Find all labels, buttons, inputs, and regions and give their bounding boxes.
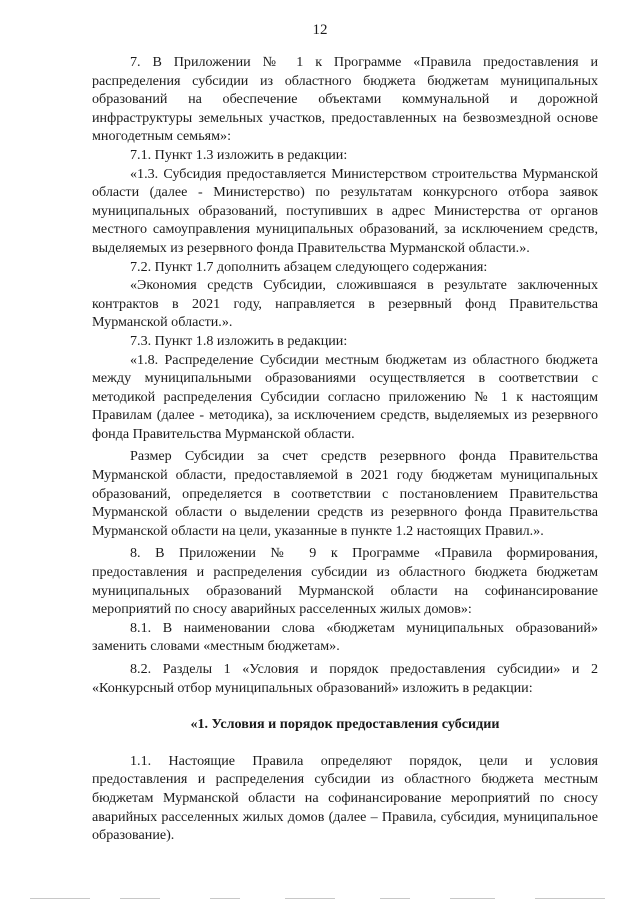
page-number: 12: [312, 22, 328, 38]
paragraph-8-1: 8.1. В наименовании слова «бюджетам муниципальных образований» заменить словами «местным бюджетам».: [92, 619, 598, 655]
paragraph-1-8-quote: «1.8. Распределение Субсидии местным бюджетам из областного бюджета между муниципальными образованиями осуществляется в соответствии с методикой распределения Субсидии согласно приложению № 1 к настоящим Правилам (далее - методика), за исключением средств, выделяемых из резервного фонда Правительства Мурманской области.: [92, 351, 598, 442]
footer-scan-marks: [30, 898, 610, 900]
paragraph-1-1: 1.1. Настоящие Правила определяют порядок, цели и условия предоставления и распределения субсидии из областного бюджета местным бюджетам Мурманской области на софинансирование мероприятий по сносу аварийных расселенных жилых домов (далее – Правила, субсидия, муниципальное образование).: [92, 752, 598, 844]
paragraph-7-1: 7.1. Пункт 1.3 изложить в редакции:: [130, 146, 348, 163]
paragraph-7: 7. В Приложении № 1 к Программе «Правила предоставления и распределения субсидии из областного бюджета бюджетам муниципальных образований на обеспечение объектами коммунальной и дорожной инфраструктуры земельных участков, предоставленных на безвозмездной основе многодетным семьям»:: [92, 54, 598, 145]
paragraph-7-3: 7.3. Пункт 1.8 изложить в редакции:: [130, 332, 348, 349]
paragraph-7-2: 7.2. Пункт 1.7 дополнить абзацем следующего содержания:: [130, 258, 488, 275]
paragraph-8-2: 8.2. Разделы 1 «Условия и порядок предоставления субсидии» и 2 «Конкурсный отбор муниципальных образований» изложить в редакции:: [92, 661, 598, 696]
paragraph-1-3-quote: «1.3. Субсидия предоставляется Министерством строительства Мурманской области (далее - Министерство) по результатам конкурсного отбора заявок муниципальных образований, поступивших в адрес Министерства от органов местного самоуправления муниципальных образований, за исключением средств, выделяемых из резервного фонда Правительства Мурманской области.».: [92, 165, 598, 256]
document-body: [92, 53, 598, 845]
paragraph-economy-quote: «Экономия средств Субсидии, сложившаяся в результате заключенных контрактов в 2021 году, направляется в резервный фонд Правительства Мурманской области.».: [92, 277, 598, 331]
paragraph-subsidy-size: Размер Субсидии за счет средств резервного фонда Правительства Мурманской области, предоставляемой в 2021 году бюджетам муниципальных образований, определяется в соответствии с постановлением Правительства Мурманской области о выделении средств из резервного фонда Правительства Мурманской области на цели, указанные в пункте 1.2 настоящих Правил.».: [92, 448, 598, 539]
paragraph-8: 8. В Приложении № 9 к Программе «Правила формирования, предоставления и распределения субсидии из областного бюджета бюджетам муниципальных образований Мурманской области на софинансирование мероприятий по сносу аварийных расселенных жилых домов»:: [92, 545, 598, 618]
section-heading: «1. Условия и порядок предоставления субсидии: [190, 716, 500, 733]
